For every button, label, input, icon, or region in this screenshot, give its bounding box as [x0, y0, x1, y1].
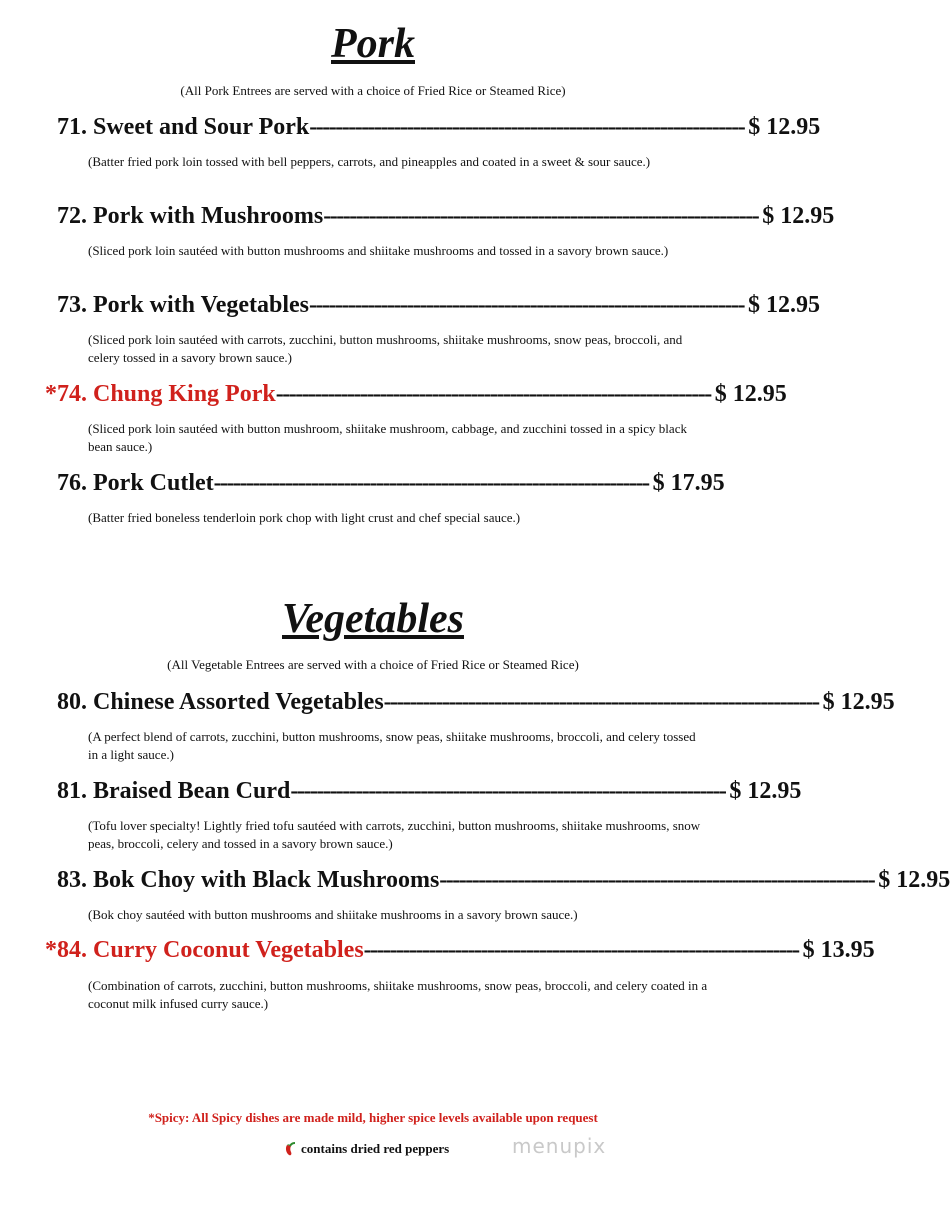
- menu-item-84: [45, 935, 875, 965]
- menu-item-74: [45, 379, 787, 409]
- item-price: $ 17.95: [652, 470, 725, 496]
- item-description-83: (Bok choy sautéed with button mushrooms and shiitake mushrooms in a savory brown sauce.): [88, 907, 578, 922]
- item-description-80: (A perfect blend of carrots, zucchini, button mushrooms, snow peas, shiitake mushrooms, broccoli, and celery tossed in a light sauce.): [88, 729, 696, 762]
- item-price: $ 12.95: [878, 867, 950, 893]
- pepper-legend: [283, 1140, 449, 1158]
- dot-leader: -------------------------------------------------------------------: [383, 689, 819, 715]
- item-description-76: (Batter fried boneless tenderloin pork chop with light crust and chef special sauce.): [88, 510, 521, 525]
- dot-leader: -------------------------------------------------------------------: [213, 470, 649, 496]
- item-name: 83. Bok Choy with Black Mushrooms: [57, 867, 440, 893]
- item-name: 71. Sweet and Sour Pork: [57, 114, 310, 140]
- item-price: $ 12.95: [822, 689, 895, 715]
- item-name: 73. Pork with Vegetables: [57, 292, 309, 318]
- section-title-pork: Pork: [331, 21, 415, 67]
- chili-pepper-icon: [283, 1141, 297, 1157]
- menu-item-71: [57, 112, 821, 142]
- menu-item-83: [57, 865, 950, 895]
- item-description-81: (Tofu lover specialty! Lightly fried tofu sautéed with carrots, zucchini, button mushrooms, shiitake mushrooms, snow peas, broccoli, celery and tossed in a savory brown sauce.): [88, 818, 701, 851]
- menu-item-73: [57, 290, 820, 320]
- item-price: $ 13.95: [802, 937, 875, 963]
- section-title-vegetables: Vegetables: [282, 596, 464, 642]
- item-description-71: (Batter fried pork loin tossed with bell peppers, carrots, and pineapples and coated in a sweet & sour sauce.): [88, 154, 651, 169]
- item-description-74: (Sliced pork loin sautéed with button mushroom, shiitake mushroom, cabbage, and zucchini tossed in a spicy black bean sauce.): [88, 421, 687, 454]
- item-description-73: (Sliced pork loin sautéed with carrots, zucchini, button mushrooms, shiitake mushrooms, snow peas, broccoli, and celery tossed in a savory brown sauce.): [88, 332, 683, 365]
- dot-leader: -------------------------------------------------------------------: [309, 292, 744, 318]
- dot-leader: -------------------------------------------------------------------: [323, 203, 759, 229]
- item-price: $ 12.95: [714, 381, 787, 407]
- dot-leader: -------------------------------------------------------------------: [290, 778, 726, 804]
- dot-leader: -------------------------------------------------------------------: [363, 937, 799, 963]
- menu-item-80: [57, 687, 895, 717]
- item-name: *84. Curry Coconut Vegetables: [45, 937, 364, 963]
- spicy-footnote: *Spicy: All Spicy dishes are made mild, higher spice levels available upon request: [148, 1110, 598, 1125]
- menu-item-76: [57, 468, 725, 498]
- item-name: 81. Braised Bean Curd: [57, 778, 291, 804]
- pepper-legend-label: contains dried red peppers: [301, 1141, 450, 1156]
- dot-leader: -------------------------------------------------------------------: [439, 867, 875, 893]
- item-name: 72. Pork with Mushrooms: [57, 203, 324, 229]
- item-description-72: (Sliced pork loin sautéed with button mushrooms and shiitake mushrooms and tossed in a savory brown sauce.): [88, 243, 669, 258]
- item-price: $ 12.95: [748, 114, 821, 140]
- dot-leader: -------------------------------------------------------------------: [275, 381, 711, 407]
- watermark-logo: menupix: [512, 1134, 607, 1158]
- item-description-84: (Combination of carrots, zucchini, button mushrooms, shiitake mushrooms, snow peas, broccoli, and celery coated in a coconut milk infused curry sauce.): [88, 978, 708, 1011]
- item-price: $ 12.95: [729, 778, 802, 804]
- dot-leader: -------------------------------------------------------------------: [309, 114, 745, 140]
- item-name: 80. Chinese Assorted Vegetables: [57, 689, 384, 715]
- pork-rice-note: (All Pork Entrees are served with a choice of Fried Rice or Steamed Rice): [180, 83, 566, 98]
- menu-item-81: [57, 776, 802, 806]
- vegetables-rice-note: (All Vegetable Entrees are served with a choice of Fried Rice or Steamed Rice): [167, 657, 579, 672]
- menu-item-72: [57, 201, 835, 231]
- item-name: 76. Pork Cutlet: [57, 470, 214, 496]
- item-price: $ 12.95: [762, 203, 835, 229]
- item-price: $ 12.95: [747, 292, 820, 318]
- item-name: *74. Chung King Pork: [45, 381, 276, 407]
